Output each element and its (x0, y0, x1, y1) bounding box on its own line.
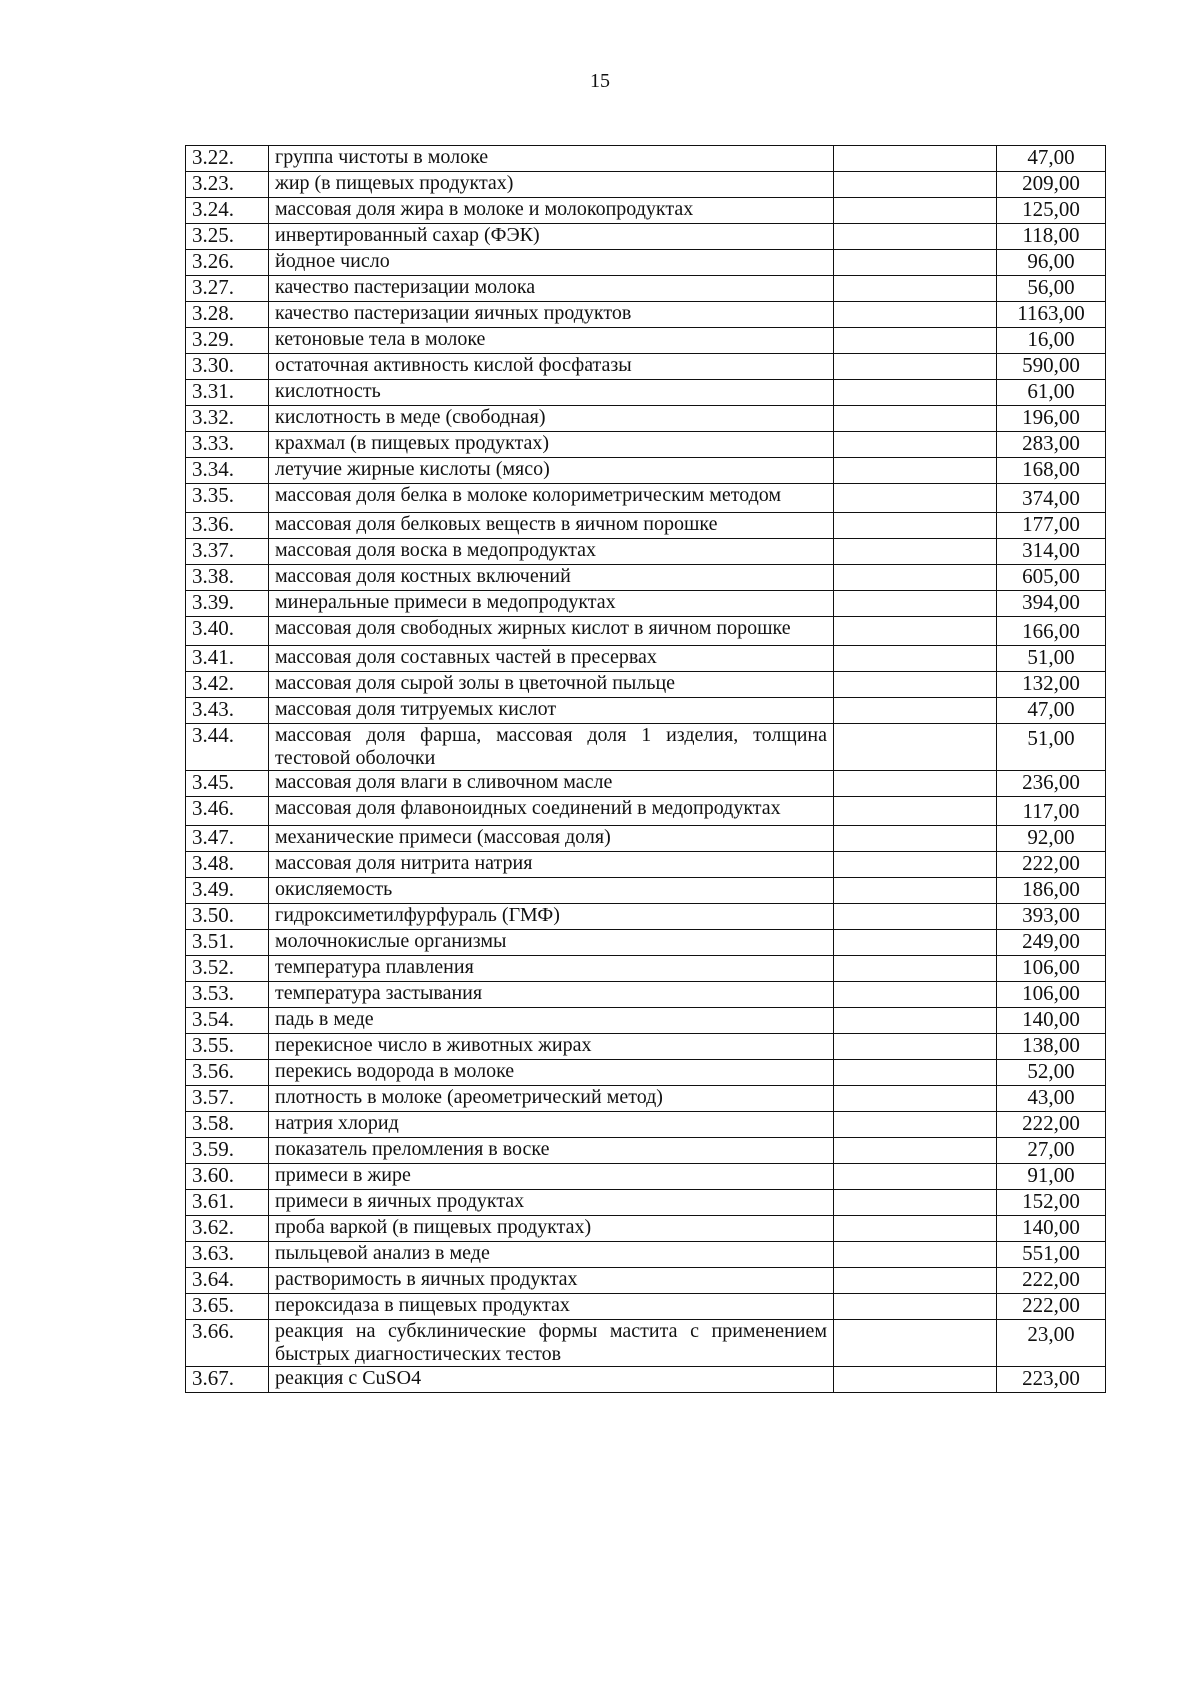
empty-cell (834, 1190, 997, 1216)
item-name: массовая доля титруемых кислот (269, 698, 834, 724)
item-price: 52,00 (997, 1060, 1106, 1086)
item-number: 3.60. (186, 1164, 269, 1190)
table-row (186, 406, 1106, 432)
item-number: 3.59. (186, 1138, 269, 1164)
empty-cell (834, 1320, 997, 1367)
item-name: массовая доля флавоноидных соединений в медопродуктах (269, 797, 834, 826)
item-number: 3.39. (186, 591, 269, 617)
empty-cell (834, 797, 997, 826)
item-number: 3.27. (186, 276, 269, 302)
item-price: 249,00 (997, 930, 1106, 956)
item-price: 605,00 (997, 565, 1106, 591)
empty-cell (834, 646, 997, 672)
table-row (186, 250, 1106, 276)
empty-cell (834, 1367, 997, 1393)
item-price: 23,00 (997, 1320, 1106, 1367)
table-row (186, 146, 1106, 172)
item-price: 314,00 (997, 539, 1106, 565)
table-row (186, 982, 1106, 1008)
item-name: летучие жирные кислоты (мясо) (269, 458, 834, 484)
empty-cell (834, 458, 997, 484)
empty-cell (834, 224, 997, 250)
item-price: 140,00 (997, 1008, 1106, 1034)
item-price: 394,00 (997, 591, 1106, 617)
item-price: 118,00 (997, 224, 1106, 250)
item-name: растворимость в яичных продуктах (269, 1268, 834, 1294)
item-price: 1163,00 (997, 302, 1106, 328)
item-number: 3.29. (186, 328, 269, 354)
item-name: пероксидаза в пищевых продуктах (269, 1294, 834, 1320)
item-price: 51,00 (997, 724, 1106, 771)
item-price: 140,00 (997, 1216, 1106, 1242)
item-price: 222,00 (997, 1294, 1106, 1320)
empty-cell (834, 380, 997, 406)
table-row (186, 956, 1106, 982)
item-number: 3.44. (186, 724, 269, 771)
table-row (186, 724, 1106, 771)
empty-cell (834, 1060, 997, 1086)
item-name: массовая доля жира в молоке и молокопродуктах (269, 198, 834, 224)
empty-cell (834, 1034, 997, 1060)
item-name: крахмал (в пищевых продуктах) (269, 432, 834, 458)
table-row (186, 591, 1106, 617)
table-row (186, 1138, 1106, 1164)
item-price: 177,00 (997, 513, 1106, 539)
item-number: 3.42. (186, 672, 269, 698)
table-row (186, 698, 1106, 724)
item-number: 3.22. (186, 146, 269, 172)
table-row (186, 380, 1106, 406)
item-number: 3.34. (186, 458, 269, 484)
item-name: механические примеси (массовая доля) (269, 826, 834, 852)
empty-cell (834, 1112, 997, 1138)
item-name: массовая доля свободных жирных кислот в яичном порошке (269, 617, 834, 646)
item-number: 3.48. (186, 852, 269, 878)
table-row (186, 1367, 1106, 1393)
item-name: проба варкой (в пищевых продуктах) (269, 1216, 834, 1242)
table-row (186, 458, 1106, 484)
item-name: температура плавления (269, 956, 834, 982)
table-row (186, 432, 1106, 458)
table-row (186, 1320, 1106, 1367)
item-number: 3.52. (186, 956, 269, 982)
item-price: 47,00 (997, 698, 1106, 724)
item-name: массовая доля влаги в сливочном масле (269, 771, 834, 797)
item-name: качество пастеризации яичных продуктов (269, 302, 834, 328)
item-name: массовая доля белковых веществ в яичном порошке (269, 513, 834, 539)
empty-cell (834, 198, 997, 224)
item-name: кетоновые тела в молоке (269, 328, 834, 354)
item-name: йодное число (269, 250, 834, 276)
empty-cell (834, 956, 997, 982)
empty-cell (834, 878, 997, 904)
item-number: 3.66. (186, 1320, 269, 1367)
item-number: 3.64. (186, 1268, 269, 1294)
item-price: 196,00 (997, 406, 1106, 432)
item-price: 56,00 (997, 276, 1106, 302)
item-number: 3.46. (186, 797, 269, 826)
item-name: пыльцевой анализ в меде (269, 1242, 834, 1268)
item-number: 3.26. (186, 250, 269, 276)
item-name: качество пастеризации молока (269, 276, 834, 302)
table-row (186, 797, 1106, 826)
item-price: 374,00 (997, 484, 1106, 513)
item-number: 3.31. (186, 380, 269, 406)
table-row (186, 565, 1106, 591)
item-price: 166,00 (997, 617, 1106, 646)
item-number: 3.54. (186, 1008, 269, 1034)
table-row (186, 826, 1106, 852)
empty-cell (834, 1268, 997, 1294)
item-price: 223,00 (997, 1367, 1106, 1393)
empty-cell (834, 484, 997, 513)
empty-cell (834, 276, 997, 302)
item-price: 96,00 (997, 250, 1106, 276)
table-row (186, 354, 1106, 380)
item-number: 3.53. (186, 982, 269, 1008)
table-row (186, 328, 1106, 354)
table-row (186, 302, 1106, 328)
item-number: 3.50. (186, 904, 269, 930)
item-name: массовая доля сырой золы в цветочной пыльце (269, 672, 834, 698)
table-row (186, 513, 1106, 539)
item-number: 3.62. (186, 1216, 269, 1242)
item-name: массовая доля воска в медопродуктах (269, 539, 834, 565)
item-name: примеси в яичных продуктах (269, 1190, 834, 1216)
table-row (186, 646, 1106, 672)
item-price: 43,00 (997, 1086, 1106, 1112)
table-row (186, 1008, 1106, 1034)
item-number: 3.49. (186, 878, 269, 904)
item-number: 3.45. (186, 771, 269, 797)
table-row (186, 1190, 1106, 1216)
item-name: реакция на субклинические формы мастита с применением быстрых диагностических тестов (269, 1320, 834, 1367)
table-row (186, 224, 1106, 250)
item-price: 132,00 (997, 672, 1106, 698)
item-price: 222,00 (997, 1112, 1106, 1138)
table-row (186, 172, 1106, 198)
item-price: 222,00 (997, 1268, 1106, 1294)
empty-cell (834, 1216, 997, 1242)
empty-cell (834, 406, 997, 432)
table-row (186, 852, 1106, 878)
table-row (186, 771, 1106, 797)
item-name: молочнокислые организмы (269, 930, 834, 956)
item-price: 51,00 (997, 646, 1106, 672)
item-name: жир (в пищевых продуктах) (269, 172, 834, 198)
page-number: 15 (590, 70, 610, 92)
item-name: перекись водорода в молоке (269, 1060, 834, 1086)
empty-cell (834, 591, 997, 617)
empty-cell (834, 930, 997, 956)
item-name: показатель преломления в воске (269, 1138, 834, 1164)
empty-cell (834, 852, 997, 878)
item-number: 3.25. (186, 224, 269, 250)
table-row (186, 1268, 1106, 1294)
item-name: температура застывания (269, 982, 834, 1008)
table-row (186, 484, 1106, 513)
table-row (186, 1164, 1106, 1190)
item-name: окисляемость (269, 878, 834, 904)
empty-cell (834, 771, 997, 797)
item-price: 138,00 (997, 1034, 1106, 1060)
item-number: 3.56. (186, 1060, 269, 1086)
item-name: гидроксиметилфурфураль (ГМФ) (269, 904, 834, 930)
empty-cell (834, 1294, 997, 1320)
item-number: 3.30. (186, 354, 269, 380)
item-number: 3.35. (186, 484, 269, 513)
table-row (186, 1242, 1106, 1268)
table-body (186, 146, 1106, 1393)
empty-cell (834, 724, 997, 771)
item-price: 209,00 (997, 172, 1106, 198)
item-number: 3.47. (186, 826, 269, 852)
item-number: 3.57. (186, 1086, 269, 1112)
item-name: группа чистоты в молоке (269, 146, 834, 172)
table-row (186, 930, 1106, 956)
item-name: минеральные примеси в медопродуктах (269, 591, 834, 617)
item-price: 91,00 (997, 1164, 1106, 1190)
item-name: массовая доля фарша, массовая доля 1 изделия, толщина тестовой оболочки (269, 724, 834, 771)
item-name: плотность в молоке (ареометрический метод) (269, 1086, 834, 1112)
empty-cell (834, 698, 997, 724)
item-price: 16,00 (997, 328, 1106, 354)
empty-cell (834, 354, 997, 380)
item-price: 125,00 (997, 198, 1106, 224)
item-name: остаточная активность кислой фосфатазы (269, 354, 834, 380)
empty-cell (834, 672, 997, 698)
item-name: массовая доля нитрита натрия (269, 852, 834, 878)
item-number: 3.63. (186, 1242, 269, 1268)
item-price: 393,00 (997, 904, 1106, 930)
item-price: 106,00 (997, 982, 1106, 1008)
item-price: 590,00 (997, 354, 1106, 380)
empty-cell (834, 1086, 997, 1112)
empty-cell (834, 565, 997, 591)
table-row (186, 1034, 1106, 1060)
empty-cell (834, 513, 997, 539)
empty-cell (834, 172, 997, 198)
item-price: 152,00 (997, 1190, 1106, 1216)
item-number: 3.41. (186, 646, 269, 672)
empty-cell (834, 617, 997, 646)
empty-cell (834, 1008, 997, 1034)
item-price: 117,00 (997, 797, 1106, 826)
item-price: 551,00 (997, 1242, 1106, 1268)
table-row (186, 198, 1106, 224)
item-number: 3.58. (186, 1112, 269, 1138)
item-price: 27,00 (997, 1138, 1106, 1164)
item-number: 3.40. (186, 617, 269, 646)
empty-cell (834, 302, 997, 328)
table-row (186, 1086, 1106, 1112)
item-number: 3.36. (186, 513, 269, 539)
item-number: 3.38. (186, 565, 269, 591)
empty-cell (834, 904, 997, 930)
empty-cell (834, 432, 997, 458)
item-price: 47,00 (997, 146, 1106, 172)
empty-cell (834, 982, 997, 1008)
empty-cell (834, 1164, 997, 1190)
item-number: 3.23. (186, 172, 269, 198)
empty-cell (834, 328, 997, 354)
empty-cell (834, 826, 997, 852)
item-price: 236,00 (997, 771, 1106, 797)
item-name: кислотность в меде (свободная) (269, 406, 834, 432)
item-price: 222,00 (997, 852, 1106, 878)
table-row (186, 672, 1106, 698)
item-price: 106,00 (997, 956, 1106, 982)
item-price: 92,00 (997, 826, 1106, 852)
item-price: 283,00 (997, 432, 1106, 458)
empty-cell (834, 1138, 997, 1164)
item-price: 61,00 (997, 380, 1106, 406)
item-name: примеси в жире (269, 1164, 834, 1190)
item-number: 3.61. (186, 1190, 269, 1216)
item-name: реакция с CuSO4 (269, 1367, 834, 1393)
table-row (186, 878, 1106, 904)
item-price: 186,00 (997, 878, 1106, 904)
empty-cell (834, 250, 997, 276)
item-name: массовая доля костных включений (269, 565, 834, 591)
item-number: 3.32. (186, 406, 269, 432)
price-table (185, 145, 1106, 1393)
empty-cell (834, 146, 997, 172)
empty-cell (834, 539, 997, 565)
item-price: 168,00 (997, 458, 1106, 484)
item-number: 3.55. (186, 1034, 269, 1060)
table-row (186, 1216, 1106, 1242)
item-name: массовая доля составных частей в пресервах (269, 646, 834, 672)
table-row (186, 276, 1106, 302)
item-number: 3.37. (186, 539, 269, 565)
item-number: 3.43. (186, 698, 269, 724)
table-row (186, 539, 1106, 565)
item-name: массовая доля белка в молоке колориметрическим методом (269, 484, 834, 513)
item-number: 3.24. (186, 198, 269, 224)
item-name: перекисное число в животных жирах (269, 1034, 834, 1060)
empty-cell (834, 1242, 997, 1268)
item-name: натрия хлорид (269, 1112, 834, 1138)
item-name: кислотность (269, 380, 834, 406)
item-number: 3.67. (186, 1367, 269, 1393)
table-row (186, 904, 1106, 930)
table-row (186, 1112, 1106, 1138)
table-row (186, 1060, 1106, 1086)
table-row (186, 1294, 1106, 1320)
item-number: 3.51. (186, 930, 269, 956)
item-name: падь в меде (269, 1008, 834, 1034)
item-number: 3.28. (186, 302, 269, 328)
item-name: инвертированный сахар (ФЭК) (269, 224, 834, 250)
item-number: 3.33. (186, 432, 269, 458)
item-number: 3.65. (186, 1294, 269, 1320)
table-row (186, 617, 1106, 646)
